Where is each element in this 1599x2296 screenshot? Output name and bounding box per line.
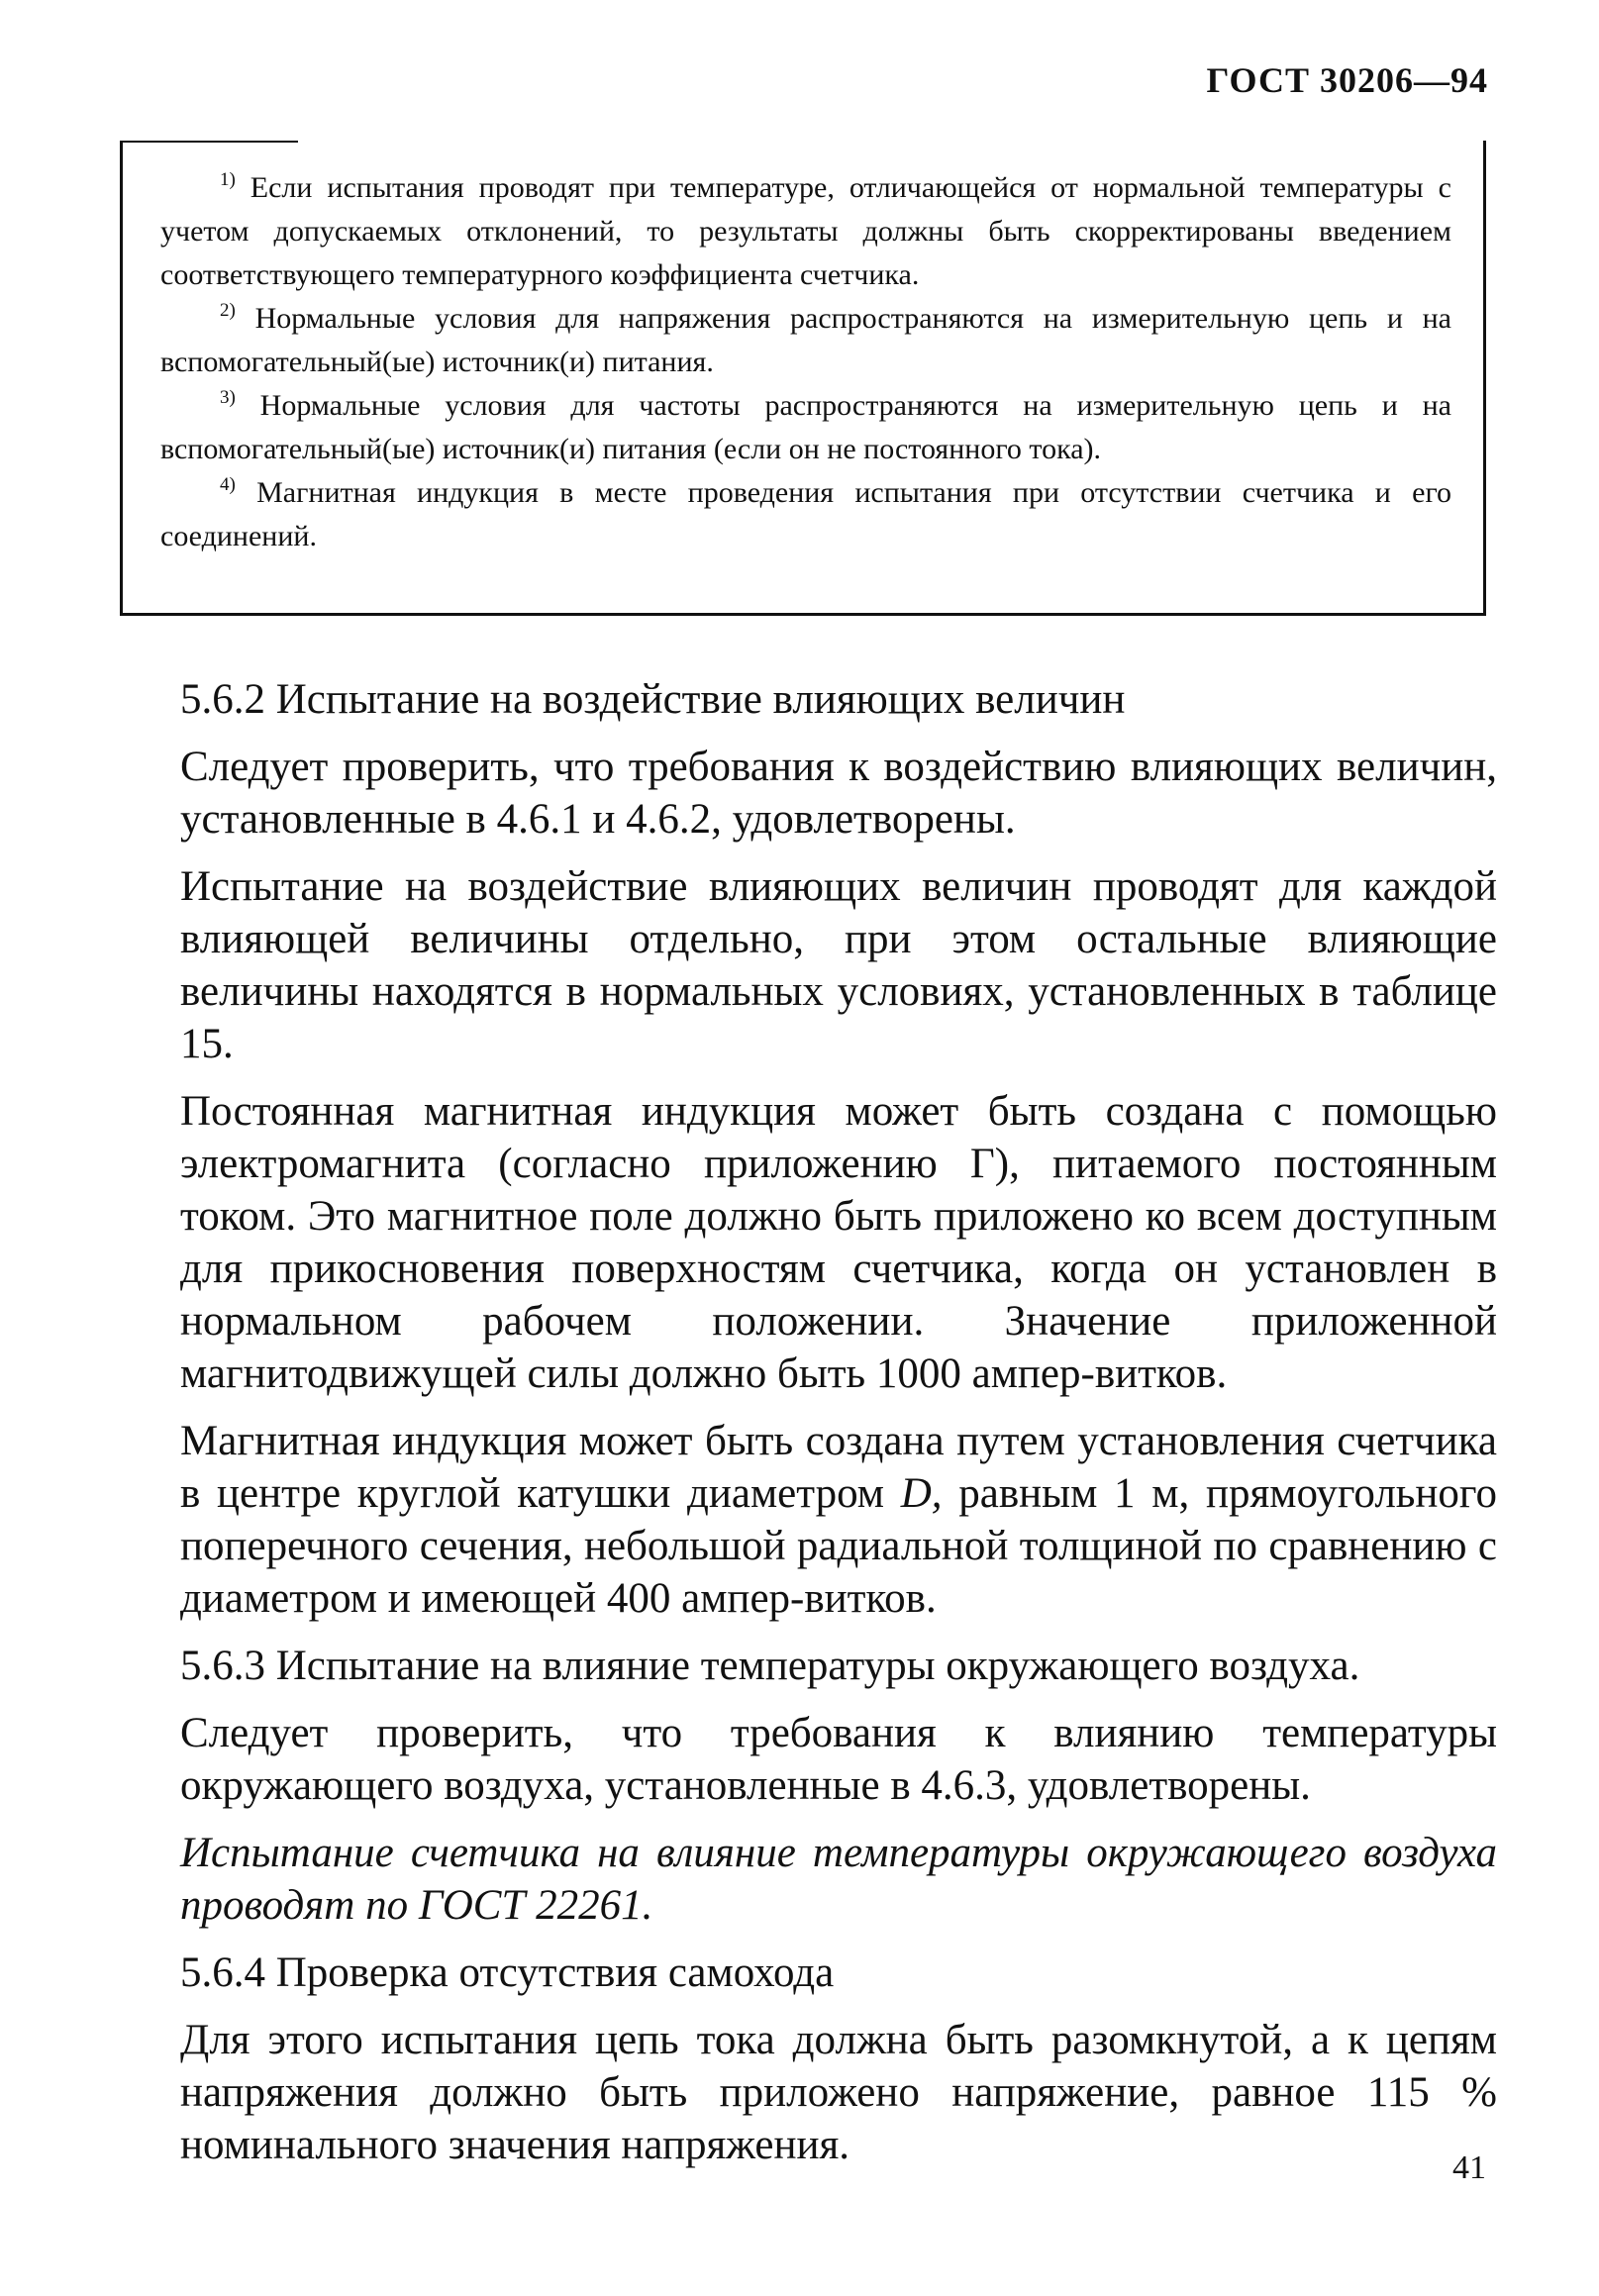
main-text <box>180 673 1497 2186</box>
italic-paragraph: Испытание счетчика на влияние температуры окружающего воздуха проводят по ГОСТ 22261. <box>180 1830 1497 1929</box>
footnote-mark: 4) <box>220 474 236 495</box>
footnote-mark: 1) <box>220 169 236 190</box>
paragraph <box>180 1415 1497 1625</box>
section-heading-5-6-3: 5.6.3 Испытание на влияние температуры окружающего воздуха. <box>180 1643 1360 1689</box>
paragraph: Постоянная магнитная индукция может быть создана с помощью электромагнита (согласно приложению Г), питаемого постоянным током. Это магнитное поле должно быть приложено ко всем доступным для прикосновения поверхностям счетчика, когда он установлен в нормальном рабочем положении. Значение приложенной магнитодвижущей силы должно быть 1000 ампер-витков. <box>180 1088 1497 1397</box>
paragraph: Для этого испытания цепь тока должна быть разомкнутой, а к цепям напряжения должно быть приложено напряжение, равное 115 % номинального значения напряжения. <box>180 2017 1497 2168</box>
footnote-text: Нормальные условия для частоты распространяются на измерительную цепь и на вспомогательный(ые) источник(и) питания (если он не постоянного тока). <box>160 389 1451 465</box>
paragraph-text: равным 1 м, прямоугольного поперечного сечения, небольшой радиальной толщиной по сравнению с диаметром и имеющей 400 ампер-витков. <box>180 1470 1497 1622</box>
section-heading-5-6-4: 5.6.4 Проверка отсутствия самохода <box>180 1949 835 1996</box>
footnote-text: Если испытания проводят при температуре, отличающейся от нормальной температуры с учетом допускаемых отклонений, то результаты должны быть скорректированы введением соответствующего температурного коэффициента счетчика. <box>160 171 1451 291</box>
footnotes-box <box>120 141 1486 616</box>
page-number: 41 <box>1452 2149 1486 2186</box>
footnote-1 <box>160 166 1451 297</box>
footnote-mark: 2) <box>220 300 236 321</box>
footnote-2 <box>160 297 1451 384</box>
section-heading-5-6-2: 5.6.2 Испытание на воздействие влияющих величин <box>180 676 1126 723</box>
paragraph: Следует проверить, что требования к влиянию температуры окружающего воздуха, установленные в 4.6.3, удовлетворены. <box>180 1710 1497 1809</box>
footnote-separator <box>120 141 298 143</box>
footnote-4 <box>160 471 1451 558</box>
document-code: ГОСТ 30206—94 <box>1206 60 1488 100</box>
paragraph-text: Магнитная индукция может быть создана путем установления счетчика в центре круглой катушки диаметром <box>180 1418 1497 1517</box>
paragraph: Следует проверить, что требования к воздействию влияющих величин, установленные в 4.6.1 и 4.6.2, удовлетворены. <box>180 744 1497 843</box>
footnote-text: Магнитная индукция в месте проведения испытания при отсутствии счетчика и его соединений. <box>160 476 1451 552</box>
paragraph: Испытание на воздействие влияющих величин проводят для каждой влияющей величины отдельно, при этом остальные влияющие величины находятся в нормальных условиях, установленных в таблице 15. <box>180 863 1497 1067</box>
footnote-mark: 3) <box>220 387 236 408</box>
footnote-text: Нормальные условия для напряжения распространяются на измерительную цепь и на вспомогательный(ые) источник(и) питания. <box>160 302 1451 378</box>
footnote-3 <box>160 384 1451 471</box>
variable-d: D, <box>900 1470 943 1517</box>
